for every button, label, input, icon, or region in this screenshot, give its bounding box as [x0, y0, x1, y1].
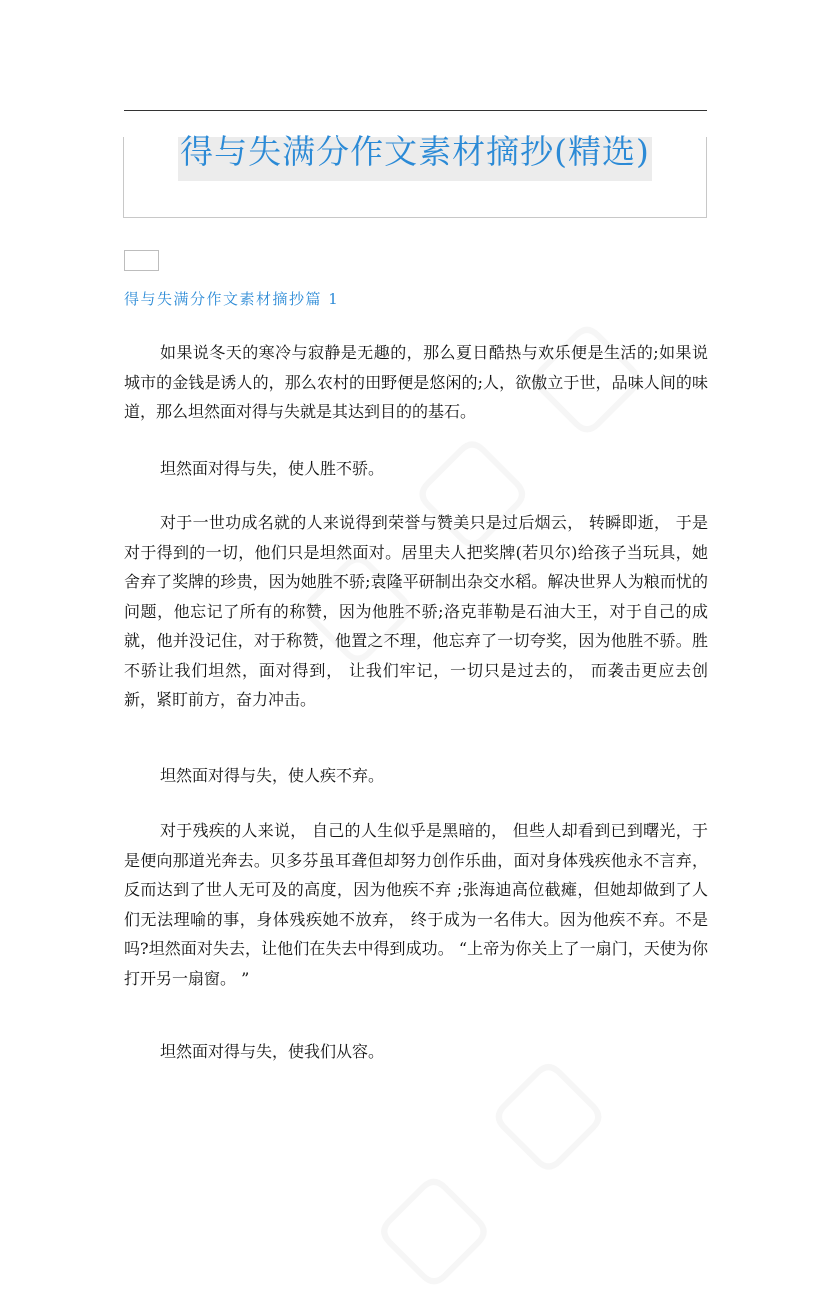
- top-rule: [124, 110, 707, 111]
- paragraph-1: 如果说冬天的寒冷与寂静是无趣的，那么夏日酷热与欢乐便是生活的;如果说城市的金钱是诱人的，那么农村的田野便是悠闲的;人，欲傲立于世，品味人间的味道，那么坦然面对得与失就是其达到目的的基石。: [124, 343, 708, 421]
- paragraph-2: 坦然面对得与失，使人胜不骄。: [160, 459, 385, 478]
- paragraph-3: 对于一世功成名就的人来说得到荣誉与赞美只是过后烟云， 转瞬即逝， 于是对于得到的一切，他们只是坦然面对。居里夫人把奖牌(若贝尔)给孩子当玩具，她舍弃了奖牌的珍贵，因为她胜不骄;袁隆平研制出杂交水稻。解决世界人为粮而忧的问题，他忘记了所有的称赞，因为他胜不骄;洛克菲勒是石油大王，对于自己的成就，他并没记住，对于称赞，他置之不理，他忘弃了一切夸奖，因为他胜不骄。胜不骄让我们坦然，面对得到， 让我们牢记，一切只是过去的， 而袭击更应去创新，紧盯前方，奋力冲击。: [124, 513, 708, 709]
- section-heading: 得与失满分作文素材摘抄篇 1: [124, 290, 340, 308]
- page-title: 得与失满分作文素材摘抄(精选): [180, 132, 650, 171]
- paragraph-4: 坦然面对得与失，使人疾不弃。: [160, 766, 385, 785]
- paragraph-5: 对于残疾的人来说， 自己的人生似乎是黑暗的， 但些人却看到已到曙光，于是便向那道光奔去。贝多芬虽耳聋但却努力创作乐曲，面对身体残疾他永不言弃，反而达到了世人无可及的高度，因为他疾不弃 ;张海迪高位截瘫，但她却做到了人们无法理喻的事，身体残疾她不放弃， 终于成为一名伟大。因为他疾不弃。不是吗?坦然面对失去，让他们在失去中得到成功。 “上帝为你关上了一扇门，天使为你打开另一扇窗。 ”: [124, 821, 708, 988]
- placeholder-box: [124, 250, 159, 271]
- paragraph-6: 坦然面对得与失，使我们从容。: [160, 1042, 385, 1061]
